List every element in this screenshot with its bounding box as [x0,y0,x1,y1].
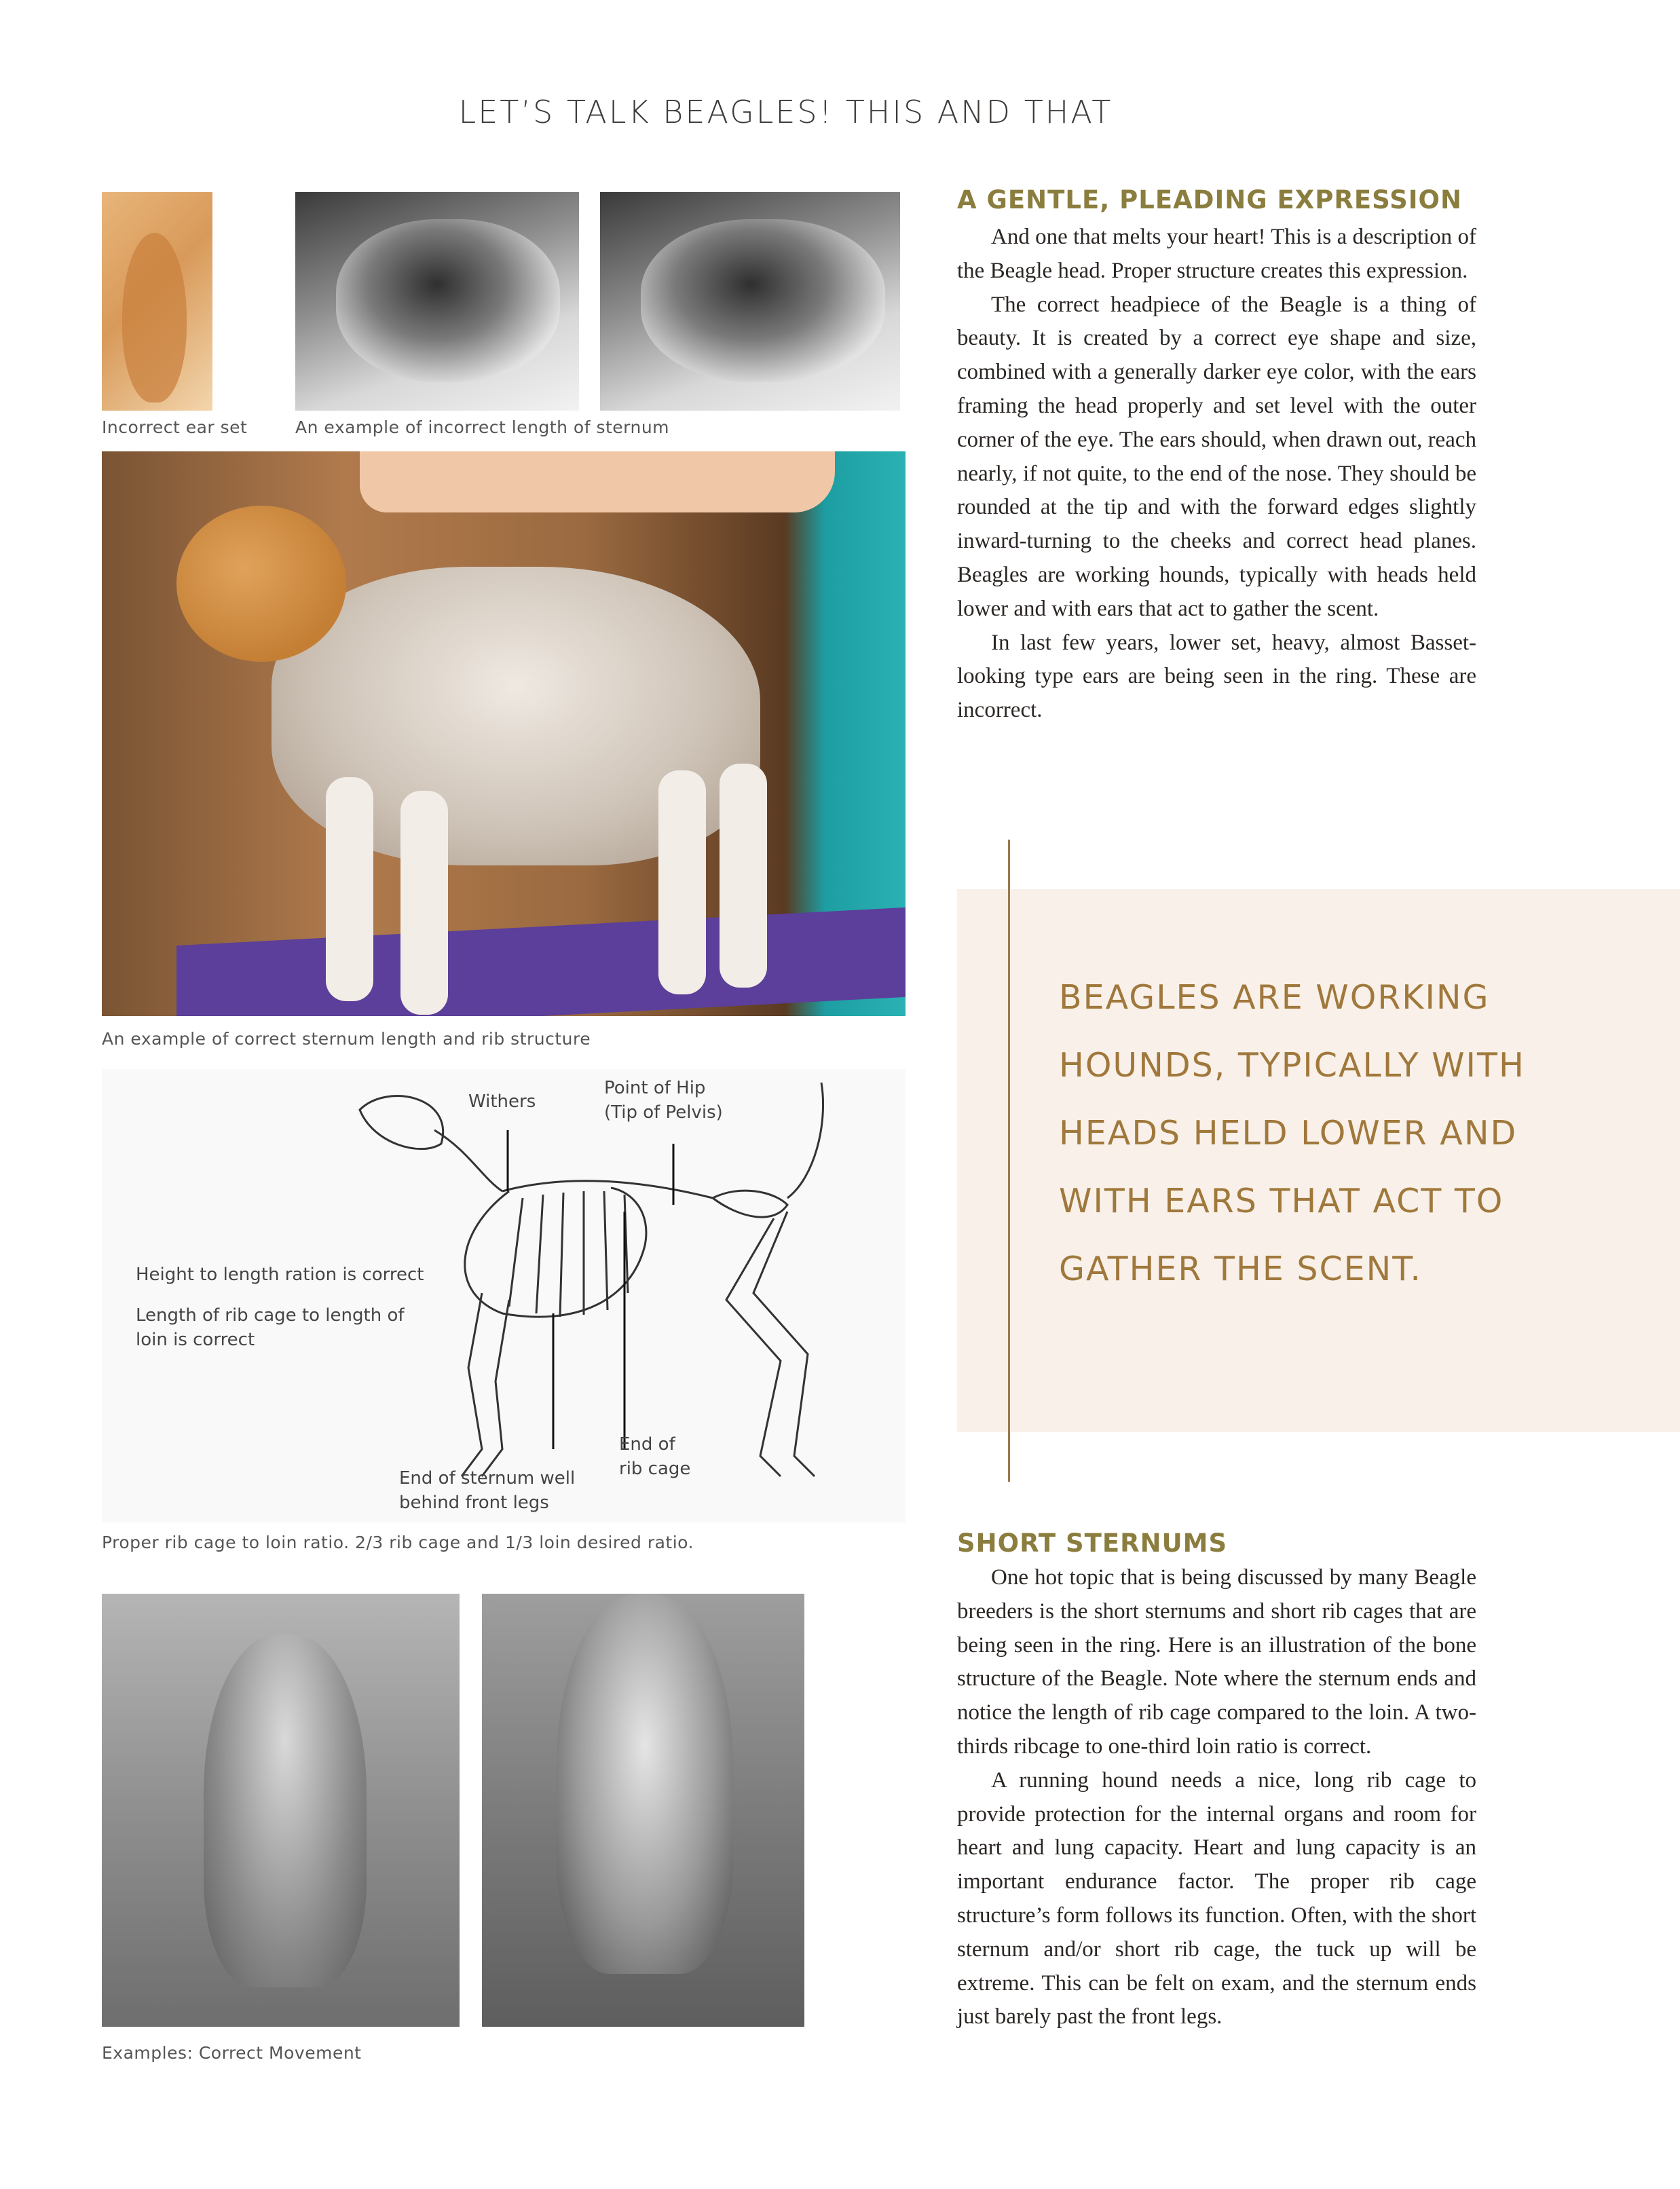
sternum-incorrect-caption: An example of incorrect length of sternum [295,417,670,437]
label-rib-loin: Length of rib cage to length of loin is correct [136,1305,405,1350]
skeleton-diagram [102,1069,906,1522]
section1-paragraph-2: The correct headpiece of the Beagle is a thing of beauty. It is created by a correct eye shape and size, combined with a generally darker eye color, with the ears framing the head properly and set level with the outer corner of the eye. The ears should, when drawn out, reach nearly, if not quite, to the end of the nose. They should be rounded at the tip and with the forward edges slightly inward-turning to the cheeks and correct head planes. Beagles are working hounds, typically with heads held lower and with ears that act to gather the scent. [957,292,1476,621]
pull-quote-text: BEAGLES ARE WORKING HOUNDS, TYPICALLY WITH HEADS HELD LOWER AND WITH EARS THAT ACT TO GATHER THE SCENT. [1059,978,1525,1288]
section1-heading: A GENTLE, PLEADING EXPRESSION [957,185,1462,214]
label-point-of-hip: Point of Hip (Tip of Pelvis) [604,1078,723,1123]
incorrect-ear-photo [102,192,212,411]
label-withers: Withers [468,1091,536,1112]
section1-paragraph-3: In last few years, lower set, heavy, almost Basset-looking type ears are being seen in the ring. These are incorrect. [957,630,1476,723]
page-title: LET’S TALK BEAGLES! THIS AND THAT [458,94,1113,130]
page-header [0,94,1680,130]
sternum-correct-caption: An example of correct sternum length and rib structure [102,1029,591,1049]
label-end-sternum: End of sternum well behind front legs [399,1468,576,1513]
section2-body [957,1561,1476,2034]
section2-paragraph-1: One hot topic that is being discussed by many Beagle breeders is the short sternums and short rib cages that are being seen in the ring. Here is an illustration of the bone structure of the Beagle. Note where the sternum ends and notice the length of rib cage compared to the loin. A two-thirds ribcage to one-third loin ratio is correct. [957,1565,1476,1759]
incorrect-sternum-photo-1 [295,192,579,411]
ear-caption: Incorrect ear set [102,417,248,437]
skeleton-drawing [102,1069,906,1522]
pull-quote-rule [1008,840,1010,1482]
label-end-rib-cage: End of rib cage [619,1434,691,1479]
section1-body [957,221,1476,728]
correct-sternum-photo [102,451,906,1016]
section1-paragraph-1: And one that melts your heart! This is a description of the Beagle head. Proper structure creates this expression. [957,225,1476,283]
correct-movement-photo-front [102,1594,460,2027]
diagram-caption: Proper rib cage to loin ratio. 2/3 rib cage and 1/3 loin desired ratio. [102,1533,694,1552]
incorrect-sternum-photo-2 [600,192,900,411]
section2-heading: SHORT STERNUMS [957,1529,1228,1558]
section2-paragraph-2: A running hound needs a nice, long rib cage to provide protection for the internal organs and room for heart and lung capacity. Heart and lung capacity is an important endurance factor. The proper rib cage structure’s form follows its function. Often, with the short sternum and/or short rib cage, the tuck up will be extreme. This can be felt on exam, and the sternum ends just barely past the front legs. [957,1767,1476,2029]
label-height-ratio: Height to length ration is correct [136,1265,424,1285]
movement-caption: Examples: Correct Movement [102,2043,362,2063]
correct-movement-photo-rear [482,1594,804,2027]
